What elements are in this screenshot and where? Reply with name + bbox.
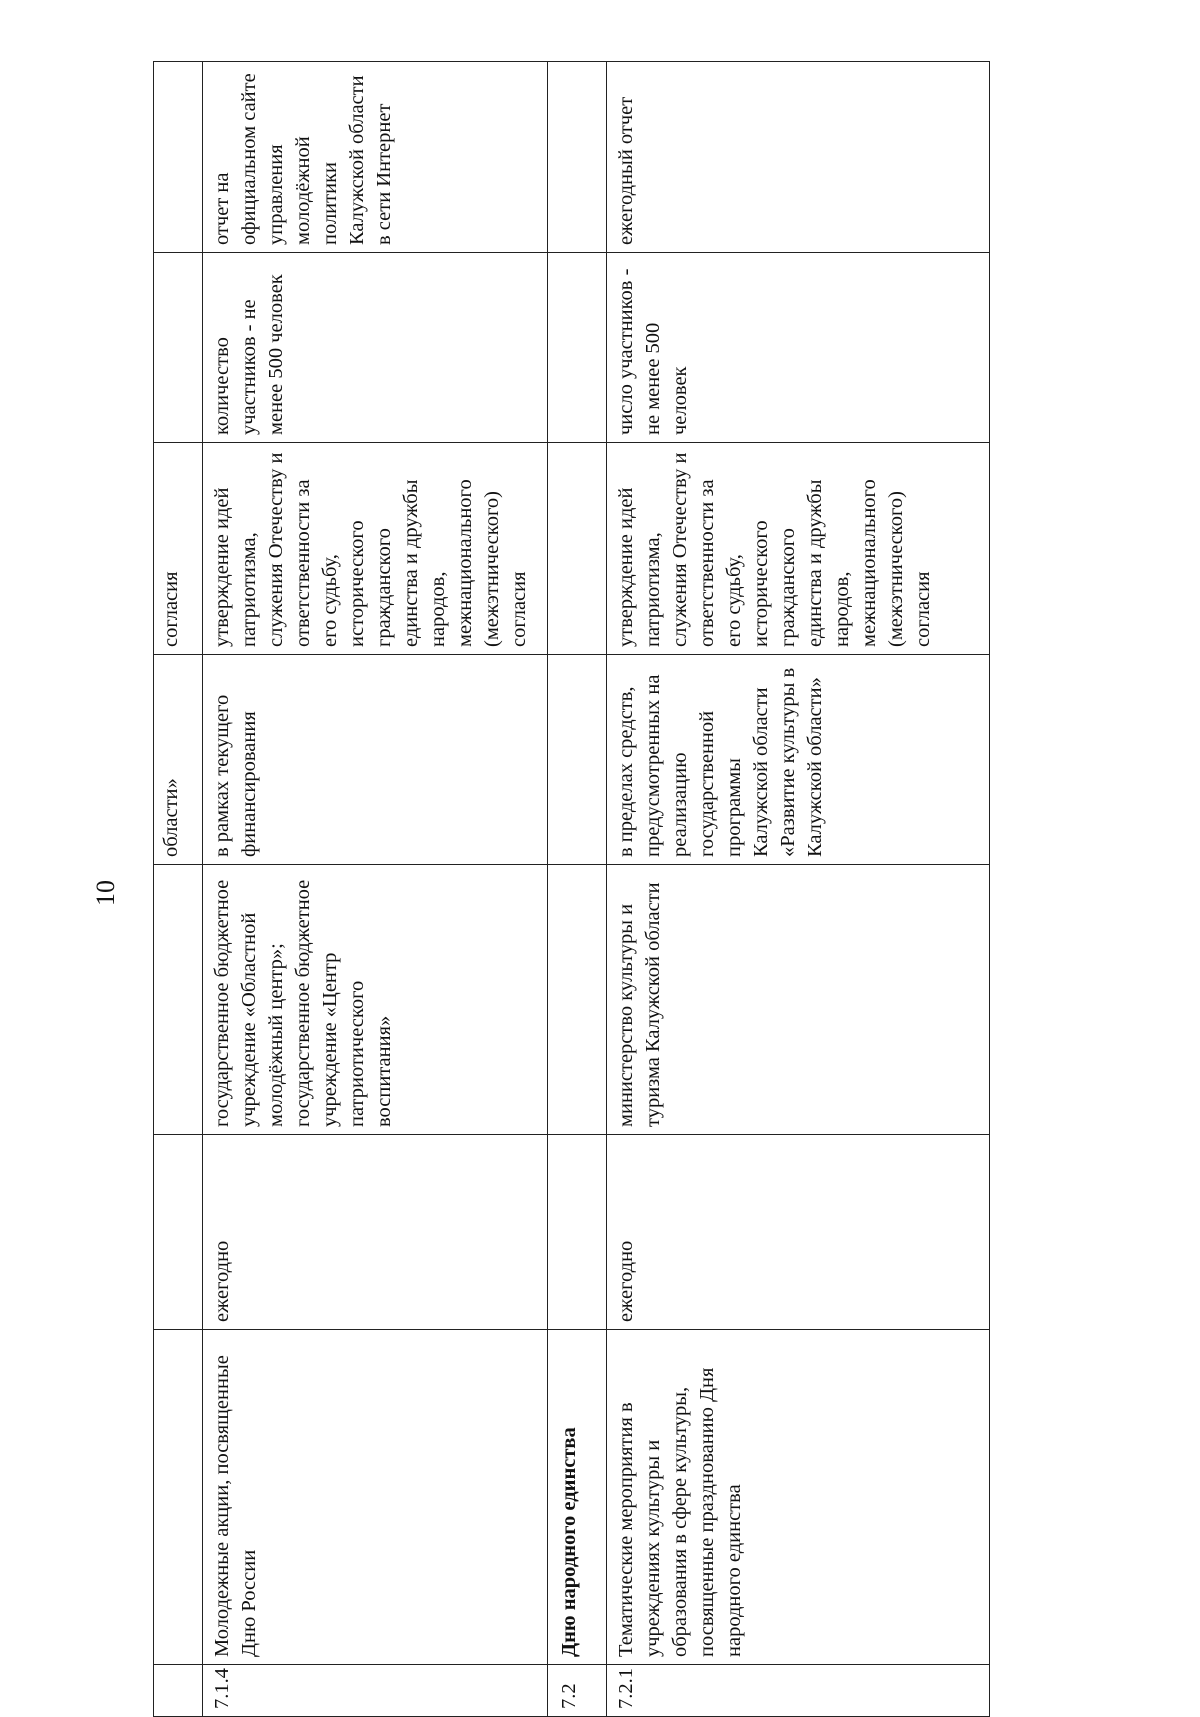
cell-section-title: Дню народного единства	[548, 1330, 607, 1665]
cell-continuation-report	[154, 62, 203, 253]
cell-continuation-result: согласия	[154, 443, 203, 655]
cell-section-empty	[548, 62, 607, 253]
page-number: 10	[91, 880, 120, 906]
cell-term: ежегодно	[203, 1135, 548, 1330]
cell-indicator: число участников - не менее 500 человек	[607, 253, 990, 443]
measures-table	[153, 61, 990, 1717]
cell-indicator: количество участников - не менее 500 человек	[203, 253, 548, 443]
cell-continuation-indicator	[154, 253, 203, 443]
table-section-row	[548, 62, 607, 1717]
cell-name: Тематические мероприятия в учреждениях культуры и образования в сфере культуры, посвященные празднованию Дня народного единства	[607, 1330, 990, 1665]
cell-result: утверждение идей патриотизма, служения Отечеству и ответственности за его судьбу, исторического гражданского единства и дружбы народов, межнационального (межэтнического) согласия	[203, 443, 548, 655]
cell-section-empty	[548, 1135, 607, 1330]
cell-term: ежегодно	[607, 1135, 990, 1330]
cell-continuation-financing: области»	[154, 655, 203, 865]
cell-financing: в рамках текущего финансирования	[203, 655, 548, 865]
cell-section-empty	[548, 865, 607, 1135]
cell-continuation-term	[154, 1135, 203, 1330]
table-sheet	[153, 73, 990, 1717]
table-row-continuation	[154, 62, 203, 1717]
cell-num: 7.2.1	[607, 1665, 990, 1717]
cell-section-empty	[548, 655, 607, 865]
cell-executor: государственное бюджетное учреждение «Областной молодёжный центр»; государственное бюджетное учреждение «Центр патриотического воспитания»	[203, 865, 548, 1135]
cell-section-num: 7.2	[548, 1665, 607, 1717]
cell-section-empty	[548, 253, 607, 443]
cell-financing: в пределах средств, предусмотренных на реализацию государственной программы Калужской области «Развитие культуры в Калужской области»	[607, 655, 990, 865]
cell-section-empty	[548, 443, 607, 655]
cell-continuation-name	[154, 1330, 203, 1665]
cell-report: отчет на официальном сайте управления молодёжной политики Калужской области в сети Интернет	[203, 62, 548, 253]
table-row	[607, 62, 990, 1717]
cell-continuation-executor	[154, 865, 203, 1135]
cell-executor: министерство культуры и туризма Калужской области	[607, 865, 990, 1135]
cell-continuation-num	[154, 1665, 203, 1717]
cell-report: ежегодный отчет	[607, 62, 990, 253]
table-row	[203, 62, 548, 1717]
cell-result: утверждение идей патриотизма, служения Отечеству и ответственности за его судьбу, исторического гражданского единства и дружбы народов, межнационального (межэтнического) согласия	[607, 443, 990, 655]
cell-name: Молодежные акции, посвященные Дню России	[203, 1330, 548, 1665]
cell-num: 7.1.4	[203, 1665, 548, 1717]
